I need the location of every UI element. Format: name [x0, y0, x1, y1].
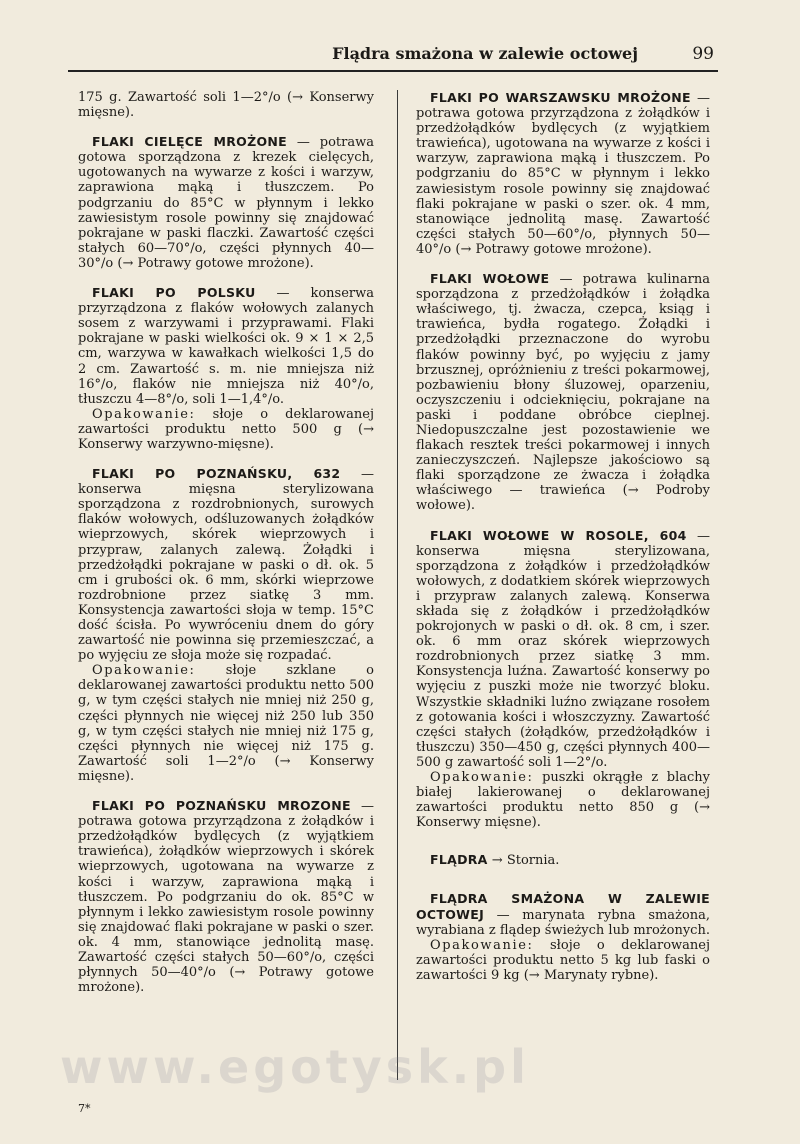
entry-fladra [416, 852, 710, 868]
continuation-text: 175 g. Zawartość soli 1—2°/o (→ Konserwy mięsne). [78, 90, 374, 121]
left-column [78, 90, 374, 1009]
entry-body: — potrawa gotowa sporządzona z krezek cielęcych, ugotowanych na wywarze z kości i warzyw, zaprawiona mąką i tłuszczem. Po podgrzaniu do 85°C w płynnym i lekko zawiesistym rosole powinny się znajdować pokrajane w paski flaczki. Zawartość części stałych 60—70°/o, części płynnych 40—30°/o (→ Potrawy gotowe mrożone). [78, 135, 374, 271]
entry-body: — konserwa mięsna sterylizowana sporządzona z rozdrobnionych, surowych flaków wołowych, odśluzowanych żołądków wieprzowych, skórek wieprzowych i przypraw, zalanych zalewą. Żołądki i przedżołądki pokrajane w paski o dł. ok. 5 cm i grubości ok. 6 mm, skórki wieprzowe rozdrobnione przez siatkę 3 mm. Konsystencja zawartości słoja w temp. 15°C dość ścisła. Po wywróceniu dnem do góry zawartość nie powinna się przemieszczać, a po wyjęciu ze słoja może się rozpadać. [78, 467, 374, 664]
packaging-text: słoje o deklarowanej zawartości produktu netto 500 g (→ Konserwy warzywno-mięsne). [78, 406, 374, 452]
continuation-entry [78, 90, 374, 120]
cross-reference: → Stornia. [487, 853, 560, 869]
headword: FLAKI PO POLSKU [92, 285, 256, 301]
entry-body: — potrawa gotowa przyrządzona z żołądków i przedżołądków bydlęcych (z wyjątkiem trawieńca), ugotowana na wywarze z kości i warzyw, zaprawiona mąką i tłuszczem. Po podgrzaniu do 85°C w płynnym i lekko zawiesistym rosole powinny się znajdować flaki pokrajane w paski o szer. ok. 4 mm, stanowiące jednolitą masę. Zawartość części stałych 50—60°/o, płynnych 50—40°/o (→ Potrawy gotowe mrożone). [416, 91, 710, 257]
packaging-label: Opakowanie: [92, 406, 196, 422]
entry-flaki-cielece-mrozone [78, 134, 374, 271]
signature-mark: 7* [78, 1102, 91, 1115]
entry-fladra-smazona [416, 891, 710, 984]
entry-body: — konserwa przyrządzona z flaków wołowych zalanych sosem z warzywami i przyprawami. Flaki pokrajane w paski wielkości ok. 9 × 1 × 2,5 cm, warzywa w kawałkach wielkości 1,5 do 2 cm. Zawartość s. m. nie mniejsza niż 16°/o, flaków nie mniejsza niż 40°/o, tłuszczu 4—8°/o, soli 1—1,4°/o. [78, 286, 374, 407]
running-title: Flądra smażona w zalewie octowej [332, 44, 638, 63]
headword: FLAKI PO POZNAŃSKU MROZONE [92, 798, 351, 814]
entry-body: — potrawa gotowa przyrządzona z żołądków i przedżołądków bydlęcych (z wyjątkiem trawieńca), żołądków wieprzowych i skórek wieprzowych, ugotowana na wywarze z kości i warzyw, zaprawiona mąką i tłuszczem. Po podgrzaniu do ok. 85°C w płynnym i lekko zawiesistym rosole powinny się znajdować flaki pokrajane w paski o szer. ok. 4 mm, stanowiące jednolitą masę. Zawartość części stałych 50—60°/o, części płynnych 50—40°/o (→ Potrawy gotowe mrożone). [78, 799, 374, 996]
headword: FLĄDRA SMAŻONA W ZALEWIE OCTOWEJ [416, 890, 710, 922]
entry-flaki-wolowe-w-rosole [416, 528, 710, 831]
headword: FLAKI WOŁOWE W ROSOLE, 604 [430, 527, 687, 543]
headword: FLAKI CIELĘCE MROŻONE [92, 134, 287, 150]
packaging-label: Opakowanie: [430, 937, 534, 953]
entry-flaki-wolowe [416, 271, 710, 514]
headword: FLAKI PO POZNAŃSKU, 632 [92, 466, 341, 482]
packaging-text: puszki okrągłe z blachy białej lakierowanej o deklarowanej zawartości produktu netto 850 g (→ Konserwy mięsne). [416, 770, 710, 831]
entry-flaki-po-polsku [78, 285, 374, 452]
entry-flaki-po-warszawsku [416, 90, 710, 257]
packaging-label: Opakowanie: [430, 770, 534, 786]
running-header [68, 40, 718, 72]
packaging-text: słoje szklane o deklarowanej zawartości produktu netto 500 g, w tym części stałych nie mniej niż 250 g, części płynnych nie więcej niż 250 lub 350 g, w tym części stałych nie mniej niż 175 g, części płynnych nie więcej niż 175 g. Zawartość soli 1—2°/o (→ Konserwy mięsne). [78, 663, 374, 784]
packaging-text: słoje o deklarowanej zawartości produktu netto 5 kg lub faski o zawartości 9 kg (→ Marynaty rybne). [416, 937, 710, 983]
headword: FLĄDRA [430, 852, 488, 868]
entry-flaki-po-poznansku [78, 466, 374, 784]
column-divider [397, 90, 398, 1080]
headword: FLAKI PO WARSZAWSKU MROŻONE [430, 90, 691, 105]
packaging-label: Opakowanie: [92, 663, 196, 679]
page-number: 99 [692, 44, 714, 64]
entry-body: — konserwa mięsna sterylizowana, sporządzona z żołądków i przedżołądków wołowych, z dodatkiem skórek wieprzowych i przypraw zalanych zalewą. Konserwa składa się z żołądków i przedżołądków pokrojonych w paski o dł. ok. 8 cm, i szer. ok. 6 mm oraz skórek wieprzowych rozdrobnionych przez siatkę 3 mm. Konsystencja luźna. Zawartość konserwy po wyjęciu z puszki może nie tworzyć bloku. Wszystkie składniki luźno związane rosołem z gotowania kości i włoszczyzny. Zawartość części stałych (żołądków, przedżołądków i tłuszczu) 350—450 g, części płynnych 400—500 g zawartość soli 1—2°/o. [416, 528, 710, 770]
watermark: www.egotysk.pl [60, 1040, 530, 1094]
entry-body: — potrawa kulinarna sporządzona z przedżołądków i żołądka właściwego, tj. żwacza, czepca, ksiąg i trawieńca, bydła rogatego. Żołądki i przedżołądki przeznaczone do wyrobu flaków powinny być, po wyjęciu z jamy brzusznej, opróżnieniu z treści pokarmowej, pozbawieniu błony śluzowej, oparzeniu, oczyszczeniu i odcieknięciu, pokrajane na paski i poddane obróbce cieplnej. Niedopuszczalne jest pozostawienie we flakach resztek treści pokarmowej i innych zanieczyszczeń. Najlepsze jakościowo są flaki sporządzone ze żwacza i żołądka właściwego — trawieńca (→ Podroby wołowe). [416, 272, 710, 514]
headword: FLAKI WOŁOWE [430, 271, 550, 287]
entry-flaki-po-poznansku-mrozone [78, 798, 374, 995]
entry-body: — marynata rybna smażona, wyrabiana z flądер świeżych lub mrożonych. [416, 907, 710, 938]
right-column [416, 90, 710, 997]
